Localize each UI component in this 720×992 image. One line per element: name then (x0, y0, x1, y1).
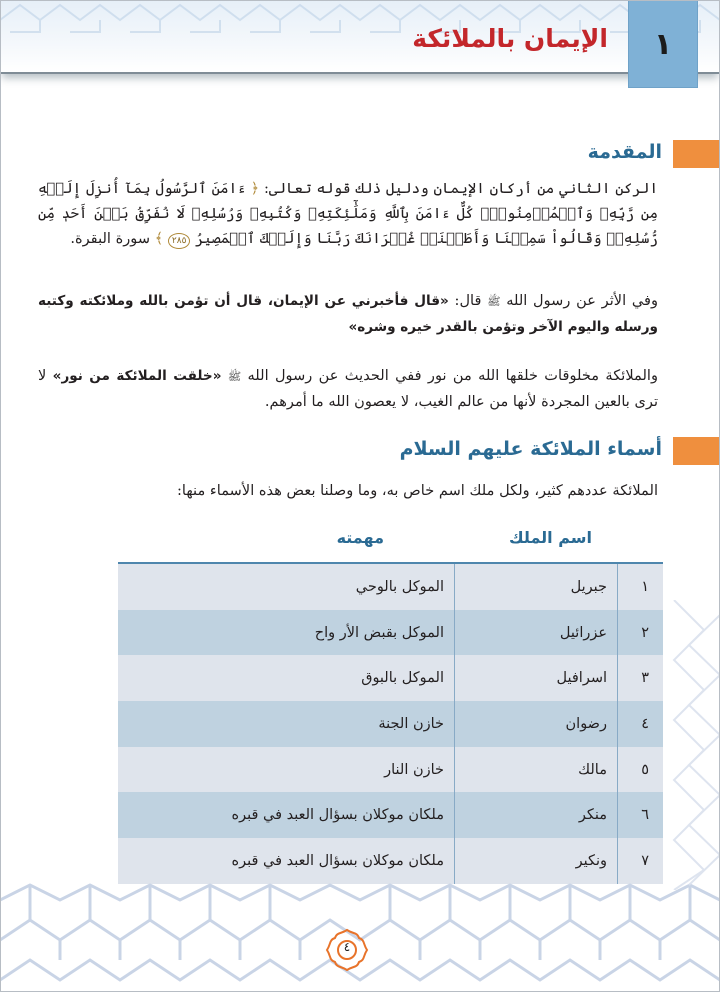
row-number: ٤ (617, 701, 663, 747)
intro-paragraph-hadith (38, 288, 658, 340)
table-row (118, 838, 663, 884)
section-accent-tab (673, 140, 720, 168)
ayah-lead-text: الركن الثاني من أركان الإيمان ودليل ذلك قوله تعالى: (264, 180, 659, 197)
table-row (118, 655, 663, 701)
column-header-task: مهمته (336, 528, 384, 547)
section-accent-tab (673, 437, 720, 465)
table-row (118, 564, 663, 610)
row-number: ٦ (617, 792, 663, 838)
angel-name: عزرائيل (454, 610, 617, 656)
intro-paragraph-ayah (38, 176, 658, 251)
row-number: ٧ (617, 838, 663, 884)
angel-task: الموكل بالوحي (355, 578, 444, 595)
angels-hadith-quote: «خلقت الملائكة من نور» (52, 368, 222, 384)
row-number: ١ (617, 564, 663, 610)
ayah-number-marker: ٢٨٥ (168, 233, 191, 249)
table-row (118, 701, 663, 747)
chapter-number: ١ (653, 26, 673, 62)
table-row (118, 610, 663, 656)
angel-task: ملكان موكلان بسؤال العبد في قبره (231, 807, 444, 824)
table-row (118, 747, 663, 793)
angel-task: ملكان موكلان بسؤال العبد في قبره (231, 852, 444, 869)
ayah-close-bracket: ﴾ (154, 230, 164, 247)
angels-table (118, 562, 663, 884)
hadith-lead-text: وفي الأثر عن رسول الله (506, 292, 659, 309)
table-row (118, 792, 663, 838)
intro-paragraph-angels (38, 363, 658, 414)
column-header-name: اسم الملك (509, 528, 592, 547)
chapter-header-band (0, 0, 720, 74)
names-intro-text: الملائكة عددهم كثير، ولكل ملك اسم خاص به، وما وصلنا بعض هذه الأسماء منها: (176, 482, 658, 499)
angel-task: الموكل بالبوق (361, 670, 444, 687)
angel-name: منكر (454, 792, 617, 838)
section-title-intro: المقدمة (587, 141, 662, 163)
pbuh-glyph: ﷺ (487, 295, 501, 308)
hadith-quote: «قال فأخبرني عن الإيمان، قال أن تؤمن بالله وملائكته وكتبه ورسله واليوم الآخر وتؤمن بالقدر خيره وشره» (38, 293, 658, 335)
angels-rest-text: لا ترى بالعين المجردة لأنها من عالم الغيب، لا يعصون الله ما أمرهم. (38, 367, 658, 410)
angel-name: مالك (454, 747, 617, 793)
angel-task: خازن الجنة (378, 715, 444, 732)
ayah-open-bracket: ﴿ (250, 180, 260, 197)
angel-name: جبريل (454, 564, 617, 610)
row-number: ٢ (617, 610, 663, 656)
section-title-names: أسماء الملائكة عليهم السلام (399, 438, 662, 460)
row-number: ٥ (617, 747, 663, 793)
chapter-title: الإيمان بالملائكة (412, 24, 608, 53)
geometric-pattern (0, 0, 720, 40)
side-geometric-pattern (664, 600, 720, 890)
pbuh-glyph: ﷺ (227, 370, 242, 383)
angel-name: رضوان (454, 701, 617, 747)
angel-name: ونكير (454, 838, 617, 884)
chapter-number-box (628, 0, 698, 88)
angel-task: خازن النار (384, 761, 444, 778)
angel-name: اسرافيل (454, 655, 617, 701)
angel-task: الموكل بقبض الأر واح (314, 624, 444, 641)
angels-lead-text: والملائكة مخلوقات خلقها الله من نور ففي الحديث عن رسول الله (247, 367, 659, 384)
hadith-said: قال: (454, 292, 482, 309)
quran-ayah-text: ءَامَنَ ٱلرَّسُولُ بِمَآ أُنزِلَ إِلَيۡهِ مِن رَّبِّهِۦ وَٱلۡمُؤۡمِنُونَۚ كُلٌّ ءَامَنَ بِٱللَّهِ وَمَلَٰٓئِكَتِهِۦ وَكُتُبِهِۦ وَرُسُلِهِۦ لَا نُفَرِّقُ بَيۡنَ أَحَدٖ مِّن رُّسُلِهِۦۚ وَقَالُواْ سَمِعۡنَا وَأَطَعۡنَاۖ غُفۡرَانَكَ رَبَّنَا وَإِلَيۡكَ ٱلۡمَصِيرُ (38, 180, 658, 247)
row-number: ٣ (617, 655, 663, 701)
page-number: ٤ (343, 940, 351, 954)
surah-source: سورة البقرة. (70, 230, 151, 247)
